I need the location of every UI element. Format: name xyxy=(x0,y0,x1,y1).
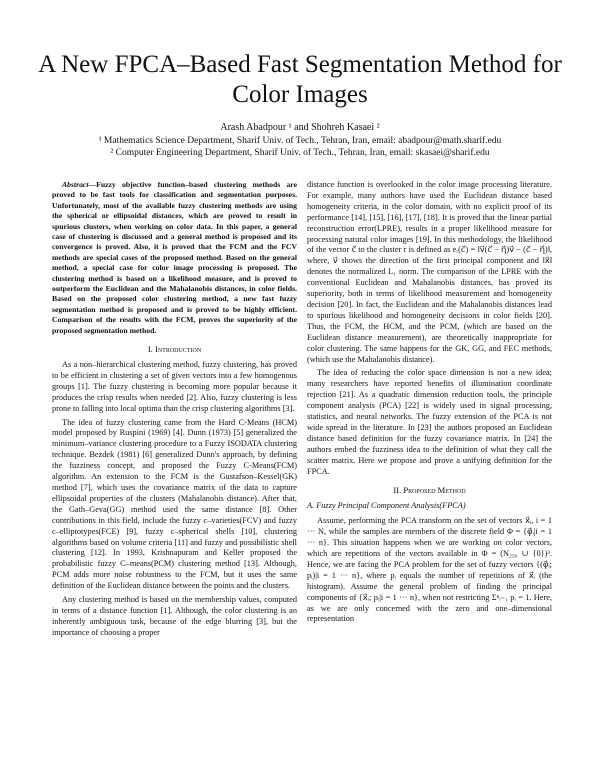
right-paragraph-3: Assume, performing the PCA transform on the set of vectors x⃗ᵢ, i = 1 ··· N, while the samples are members of the discrete field Φ = {φ⃗ᵢ|i = 1 ··· n}. This situation happens when we are working on color vectors, which are repetitions of the vectors available in Φ = (N₂₅₆ ∪ {0})³. Hence, we are facing the PCA problem for the set of fuzzy vectors {(φ⃗ᵢ; pᵢ)|i = 1 ··· n}, where pᵢ equals the number of repetitions of x⃗ᵢ (the histogram). Assume the general problem of finding the principal components of {x⃗ᵢ; pᵢ|i = 1 ··· n}, when not restricting Σⁿᵢ₌₁ pᵢ = 1. Here, as we are only concerned with the zero and one–dimensional representation xyxy=(307,516,552,624)
affiliation-1: ¹ Mathematics Science Department, Sharif Univ. of Tech., Tehran, Iran, email: abadpour@math.sharif.edu xyxy=(98,136,502,146)
section-heading-introduction: I. Introduction xyxy=(147,344,202,355)
section-heading-proposed-method: II. Proposed Method xyxy=(393,485,466,496)
right-paragraph-1: distance function is overlooked in the color image processing literature. For example, many authors have used the Euclidean distance based homogeneity criteria, in the color domain, with no explicit proof of its performance [14], [15], [16], [17], [18]. It is proved that the linear partial reconstruction error(LPRE), results in a proper likelihood measure for processing natural color images [19]. In this methodology, the likelihood of the vector c⃗ to the cluster r is defined as eᵣ(c⃗) = ‖v⃗(c⃗ − η⃗)v⃗ − (c⃗ − η⃗)‖, where, v⃗ shows the direction of the first principal component and ‖x⃗‖ denotes the normalized L₁ norm. The comparison of the LPRE with the conventional Euclidean and Mahalanobis distances, has proved its superiority, both in terms of likelihood measurement and homogeneity decision [20]. In fact, the Euclidean and the Mahalanobis distances lead to spurious likelihood and homogeneity decisions in color fields [20]. Thus, the FCM, the HCM, and the PCM, (which are based on the Euclidean distance measurement), are theoretically inappropriate for color clustering. The same happens for the GK, GG, and FEC methods, (which use the Mahalanobis distance). xyxy=(307,180,552,364)
intro-paragraph-2: The idea of fuzzy clustering came from the Hard C-Means (HCM) model proposed by Ruspini (1969) [4]. Dunn (1973) [5] generalized the minimum–variance clustering procedure to a Fuzzy ISODATA clustering technique. Bezdek (1981) [6] generalized Dunn's approach, by defining the fuzziness concept, and proposed the Fuzzy C-Means(FCM) algorithm. An extension to the FCM is the Gustafson–Kessel(GK) method [7], which uses the covariance matrix of the data to capture ellipsoidal properties of the clusters (Mahalanobis distance). After that, the Gath–Geva(GG) method used the same distance [8]. Other contributions in this field, include the fuzzy c–varieties(FCV) and fuzzy c–elliptotypes(FCE) [9], fuzzy c–spherical shells [10], clustering algorithms based on volume criteria [11] and fuzzy and possibilistic shell clustering [12]. In 1993, Krishnapuram and Keller proposed the probabilistic fuzzy C–means(PCM) clustering method [13]. Although, PCM adds more noise robustness to the FCM, but it uses the same definition of the Euclidean distance between the points and the clusters. xyxy=(52,417,297,591)
right-column xyxy=(307,180,552,628)
author-line: Arash Abadpour ¹ and Shohreh Kasaei ² xyxy=(220,122,380,133)
paper-title: A New FPCA–Based Fast Segmentation Method for Color Images xyxy=(38,51,562,108)
intro-paragraph-3: Any clustering method is based on the membership values, computed in terms of a distance function [1]. Although, the color clustering is an inherently ambiguous task, because of the edge blurring [3], but the importance of choosing a proper xyxy=(52,595,297,637)
abstract-text: —Fuzzy objective function–based clustering methods are proved to be fast tools for classification and segmentation purposes. Unfortunately, most of the available fuzzy clustering methods are using the spherical or ellipsoidal distances, which are proved to result in spurious clusters, when working on color data. In this paper, a general case of clustering is discussed and a general method is proposed and its convergence is proved. Also, it is proved that the FCM and the FCV methods are special cases of the proposed method. Based on the general method, a special case for color image processing is proposed. The clustering method is based on a likelihood measure, and is proved to outperform the Euclidean and the Mahalanobis distances, in color fields. Based on the proposed color clustering method, a new fast fuzzy segmentation method is proposed and is proved to be highly efficient. Comparison of the results with the FCM, proves the superiority of the proposed segmentation method. xyxy=(52,180,297,335)
subsection-heading-fpca: A. Fuzzy Principal Component Analysis(FPCA) xyxy=(307,501,466,511)
affiliation-2: ² Computer Engineering Department, Sharif Univ. of Tech., Tehran, Iran, email: skasaei@sharif.edu xyxy=(110,148,490,158)
abstract xyxy=(52,180,297,336)
intro-paragraph-1: As a non–hierarchical clustering method, fuzzy clustering, has proved to be efficient in clustering a set of given vectors into a few homogenous groups [1]. The fuzzy clustering is becoming more popular because it produces the crisp results when needed [2]. Also, fuzzy clustering is less prone to falling into local optima than the crisp clustering algorithms [3]. xyxy=(52,360,297,413)
left-column xyxy=(52,180,297,642)
abstract-label: Abstract xyxy=(62,180,89,189)
right-paragraph-2: The idea of reducing the color space dimension is not a new idea; many researchers have reported benefits of illumination coordinate rejection [21]. As a quadratic dimension reduction tools, the principle component analysis (PCA) [22] is widely used in signal processing, statistics, and neural networks. The fuzzy extension of the PCA is not wide spread in the literature. In [23] the authors proposed an Euclidean distance based definition for the fuzzy covariance matrix. In [24] the authors embed the fuzziness idea to the definition of what they call the scatter matrix. Here we propose and prove a unifying definition for the FPCA. xyxy=(307,368,552,476)
